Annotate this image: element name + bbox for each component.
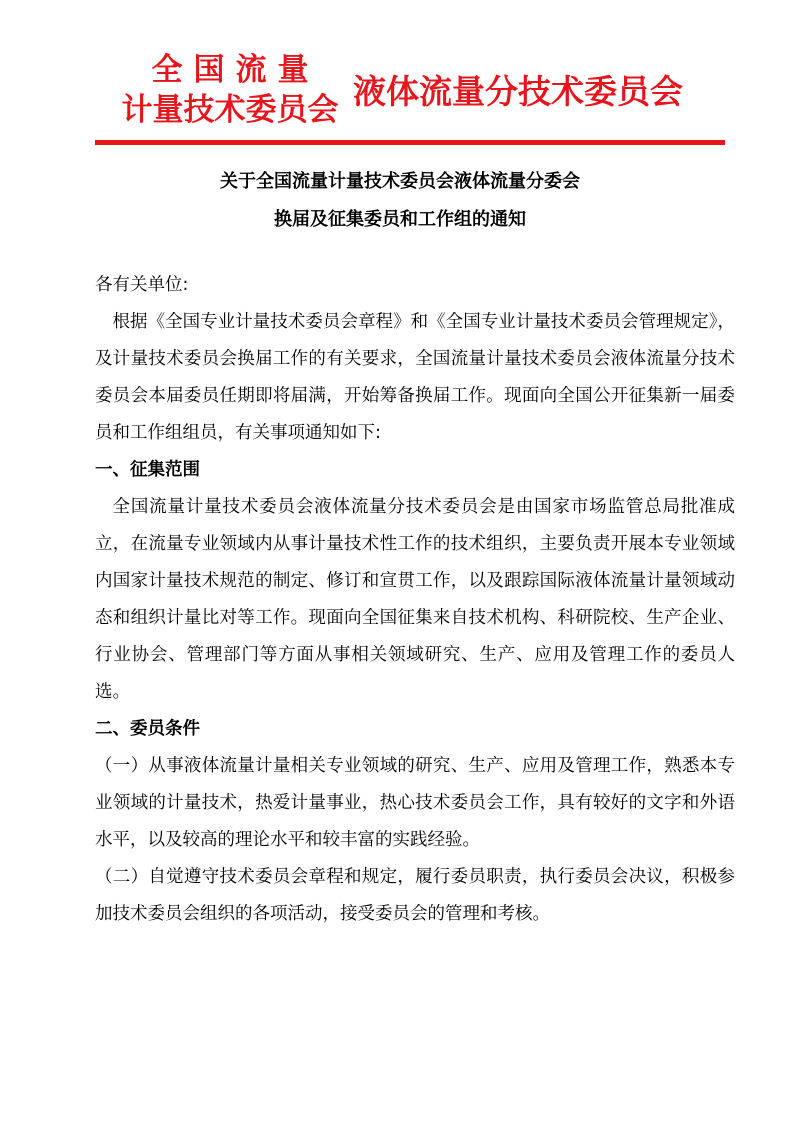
section1-heading: 一、征集范围 [95,460,200,480]
letterhead [95,50,725,140]
section2-heading: 二、委员条件 [95,719,200,739]
org-name-left-line2: 计量技术委员会 [121,92,339,128]
salutation: 各有关单位: [95,275,189,295]
org-name-left [115,50,345,130]
document-body [95,267,735,933]
title-line1: 关于全国流量计量技术委员会液体流量分委会 [220,171,580,192]
org-name-left-line1: 全国流量 [151,52,320,88]
section1-paragraph: 全国流量计量技术委员会液体流量分技术委员会是由国家市场监管总局批准成立，在流量专业领域内从事计量技术性工作的技术组织，主要负责开展本专业领域内国家计量技术规范的制定、修订和宣贯工作，以及跟踪国际液体流量计量领域动态和组织计量比对等工作。现面向全国征集来自技术机构、科研院校、生产企业、行业协会、管理部门等方面从事相关领域研究、生产、应用及管理工作的委员人选。 [95,497,735,702]
letterhead-divider [95,140,725,145]
title-line2: 换届及征集委员和工作组的通知 [274,209,526,230]
document-title [0,163,800,239]
section2-item1: （一）从事液体流量计量相关专业领域的研究、生产、应用及管理工作，熟悉本专业领域的计量技术，热爱计量事业，热心技术委员会工作，具有较好的文字和外语水平，以及较高的理论水平和较丰富的实践经验。 [95,756,735,850]
intro-paragraph: 根据《全国专业计量技术委员会章程》和《全国专业计量技术委员会管理规定》，及计量技术委员会换届工作的有关要求，全国流量计量技术委员会液体流量分技术委员会本届委员任期即将届满，开始筹备换届工作。现面向全国公开征集新一届委员和工作组组员，有关事项通知如下: [95,312,735,443]
org-name-right: 液体流量分技术委员会 [353,72,683,111]
section2-item2: （二）自觉遵守技术委员会章程和规定，履行委员职责，执行委员会决议，积极参加技术委员会组织的各项活动，接受委员会的管理和考核。 [95,867,735,924]
